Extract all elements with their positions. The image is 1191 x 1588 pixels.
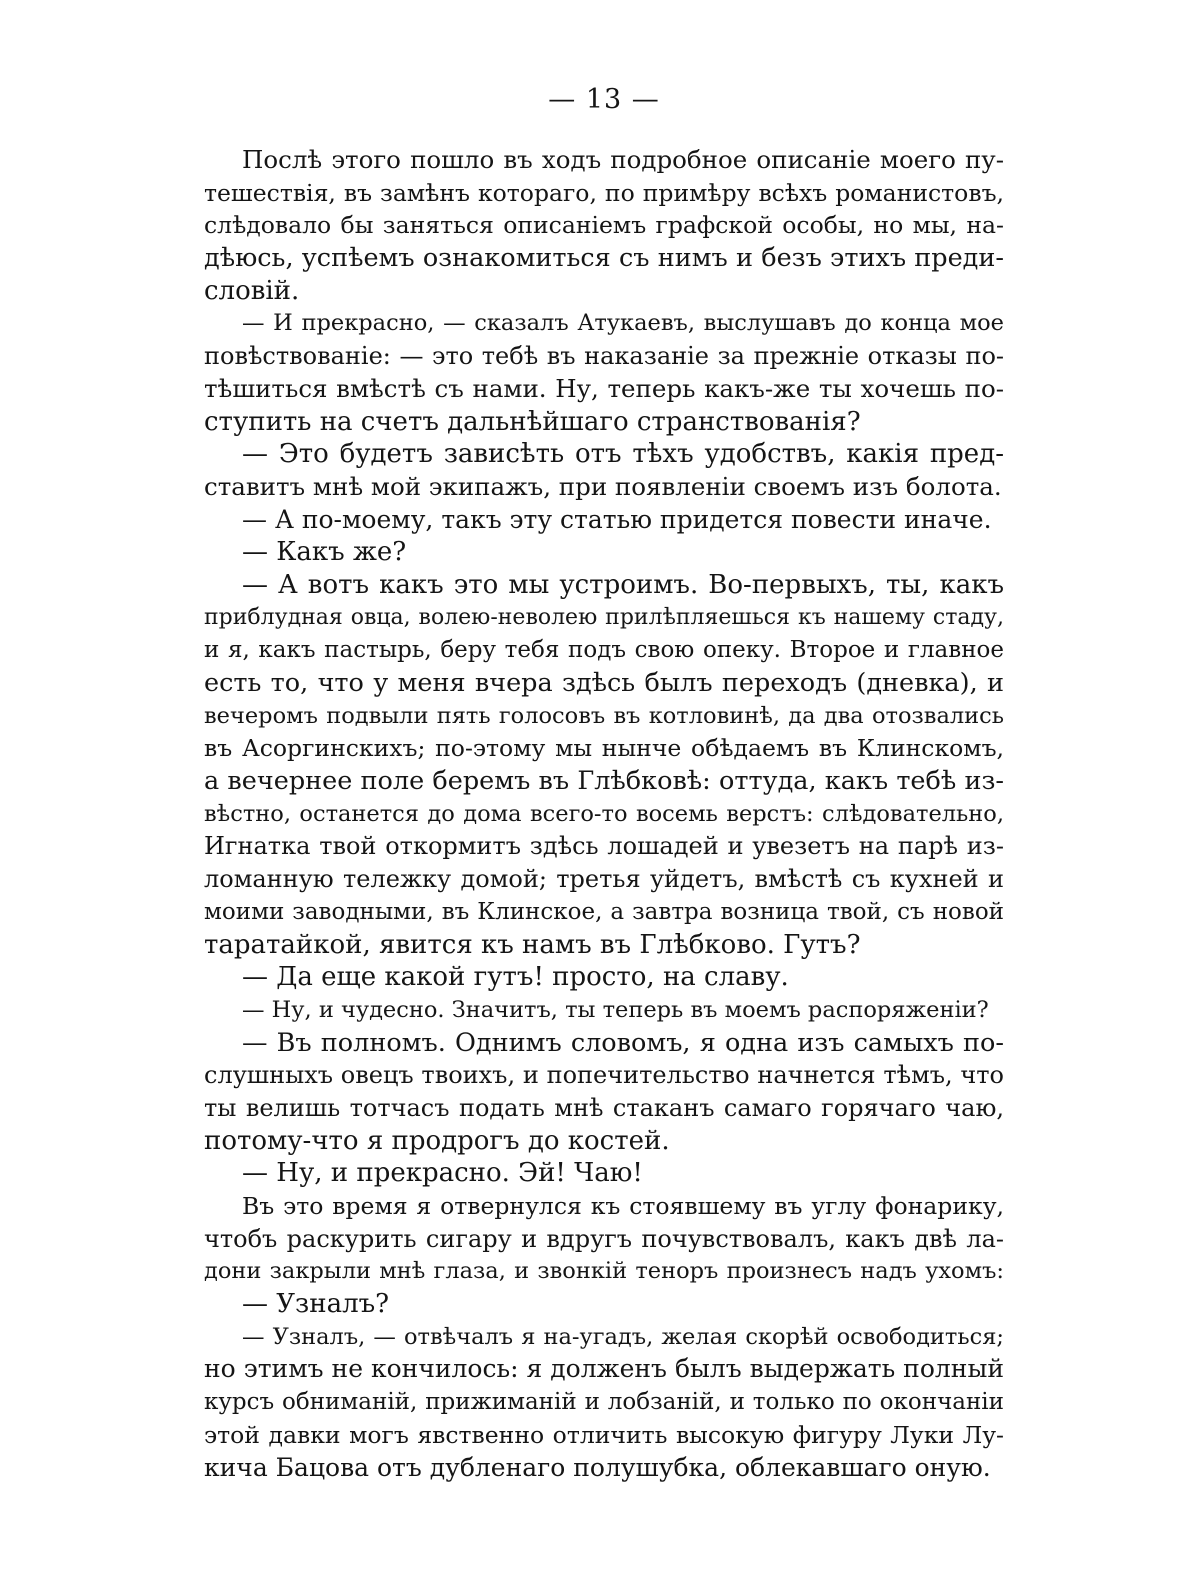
text-line: — Какъ же? [242, 537, 407, 568]
text-line: словій. [204, 275, 300, 306]
text-line: — Ну, и прекрасно. Эй! Чаю! [242, 1158, 643, 1189]
text-line: въ Асоргинскихъ; по-этому мы нынче обѣдаемъ въ Клинскомъ, [204, 734, 1004, 763]
text-line: — И прекрасно, — сказалъ Атукаевъ, выслушавъ до конца мое [242, 310, 1004, 337]
text-line: — А по-моему, такъ эту статью придется повести иначе. [242, 504, 992, 534]
text-line: повѣствованіе: — это тебѣ въ наказаніе за прежніе отказы по- [204, 342, 1004, 371]
text-line: таратайкой, явится къ намъ въ Глѣбково. Гутъ? [204, 929, 861, 960]
text-line: а вечернее поле беремъ въ Глѣбковѣ: оттуда, какъ тебѣ из- [204, 766, 1004, 797]
text-line: есть то, что у меня вчера здѣсь былъ переходъ (дневка), и [204, 668, 1004, 698]
text-line: — Узналъ, — отвѣчалъ я на-угадъ, желая скорѣй освободиться; [242, 1323, 1004, 1350]
text-line: слѣдовало бы заняться описаніемъ графской особы, но мы, на- [204, 211, 1004, 240]
text-line: курсъ обниманій, прижиманій и лобзаній, и только по окончаніи [204, 1389, 1004, 1416]
text-line: тѣшиться вмѣстѣ съ нами. Ну, теперь какъ-же ты хочешь по- [204, 373, 1004, 403]
text-line: но этимъ не кончилось: я долженъ былъ выдержать полный [204, 1354, 1004, 1384]
text-line: Игнатка твой откормитъ здѣсь лошадей и увезетъ на парѣ из- [204, 832, 1004, 861]
text-line: этой давки могъ явственно отличить высокую фигуру Луки Лу- [204, 1420, 1004, 1449]
text-line: кича Бацова отъ дубленаго полушубка, облекавшаго оную. [204, 1452, 991, 1482]
text-line: — Да еще какой гутъ! просто, на славу. [242, 962, 789, 993]
text-line: — Ну, и чудесно. Значитъ, ты теперь въ моемъ распоряженіи? [242, 996, 989, 1023]
book-page [204, 80, 1004, 1484]
text-line: тешествія, въ замѣнъ котораго, по примѣру всѣхъ романистовъ, [204, 178, 1004, 207]
text-line: чтобъ раскурить сигару и вдругъ почувствовалъ, какъ двѣ ла- [204, 1224, 1004, 1253]
text-line: ставитъ мнѣ мой экипажъ, при появленіи своемъ изъ болота. [204, 471, 1002, 501]
text-line: ты велишь тотчасъ подать мнѣ стаканъ самаго горячаго чаю, [204, 1093, 1004, 1122]
text-line: — А вотъ какъ это мы устроимъ. Во-первыхъ, ты, какъ [242, 569, 1004, 600]
page-number: — 13 — [548, 84, 660, 115]
text-line: Въ это время я отвернулся къ стоявшему въ углу фонарику, [242, 1192, 1004, 1220]
text-line: ступить на счетъ дальнѣйшаго странствованія? [204, 406, 861, 437]
text-line: приблудная овца, волею-неволею прилѣпляешься къ нашему стаду, [204, 604, 1004, 630]
text-line: вечеромъ подвыли пять голосовъ въ котловинѣ, да два отозвались [204, 702, 1004, 729]
text-line: и я, какъ пастырь, беру тебя подъ свою опеку. Второе и главное [204, 637, 1004, 664]
text-line: вѣстно, останется до дома всего-то восемь верстъ: слѣдовательно, [204, 800, 1004, 827]
text-line: — Узналъ? [242, 1289, 390, 1320]
text-line: моими заводными, въ Клинское, а завтра возница твой, съ новой [204, 898, 1004, 925]
text-line: дѣюсь, успѣемъ ознакомиться съ нимъ и безъ этихъ преди- [204, 243, 1004, 274]
text-line: Послѣ этого пошло въ ходъ подробное описаніе моего пу- [242, 145, 1004, 174]
text-line: — Это будетъ зависѣть отъ тѣхъ удобствъ, какія пред- [242, 439, 1004, 470]
text-line: потому-что я продрогъ до костей. [204, 1125, 670, 1156]
body-text [204, 144, 1004, 1484]
text-line: дони закрыли мнѣ глаза, и звонкій теноръ произнесъ надъ ухомъ: [204, 1258, 1004, 1285]
text-line: слушныхъ овецъ твоихъ, и попечительство начнется тѣмъ, что [204, 1061, 1004, 1090]
text-line: — Въ полномъ. Однимъ словомъ, я одна изъ самыхъ по- [242, 1027, 1004, 1058]
text-line: ломанную тележку домой; третья уйдетъ, вмѣстѣ съ кухней и [204, 865, 1004, 894]
